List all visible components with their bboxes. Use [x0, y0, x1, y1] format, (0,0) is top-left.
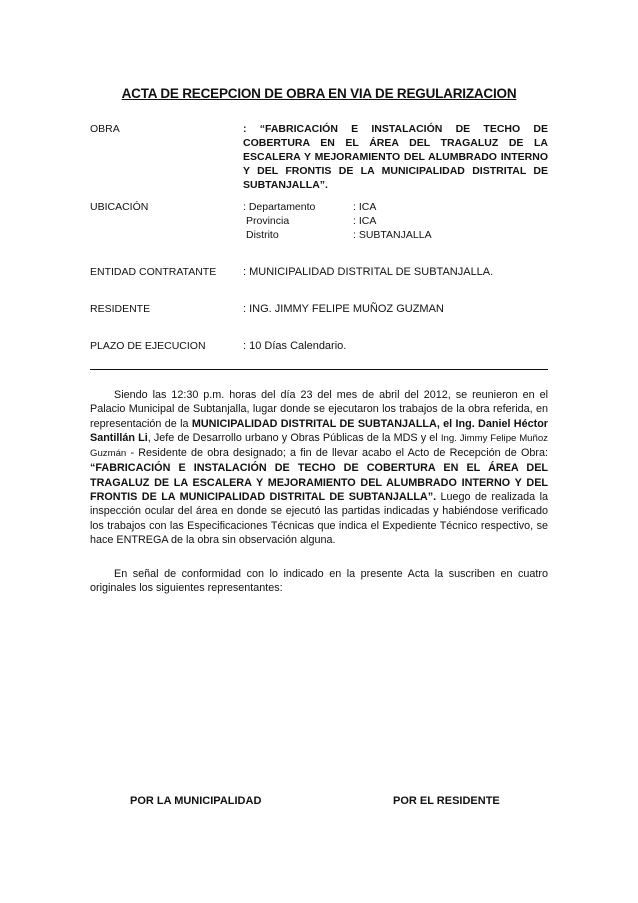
p1-text-e: - Residente de obra designado; a fin de llevar acabo el Acto de Recepción de Obra:: [126, 447, 548, 460]
p1-text-f: “FABRICACIÓN E INSTALACIÓN DE TECHO DE COBERTURA EN EL ÁREA DEL TRAGALUZ DE LA ESCALERA Y MEJORAMIENTO DEL ALUMBRADO INTERNO Y DEL FRONTIS DE LA MUNICIPALIDAD DISTRITAL DE SUBTANJALLA”.: [90, 462, 548, 504]
body-paragraph-1: [90, 388, 548, 547]
departamento-value: : ICA: [353, 201, 377, 213]
signature-municipalidad: POR LA MUNICIPALIDAD: [130, 795, 262, 807]
residente-value: : ING. JIMMY FELIPE MUÑOZ GUZMAN: [243, 303, 444, 315]
distrito-key: Distrito: [246, 229, 279, 241]
p1-text-d: Ing. Jimmy Felipe Muñoz Guzmán: [90, 432, 548, 460]
ubicacion-distrito: [243, 228, 543, 242]
entidad-value: : MUNICIPALIDAD DISTRITAL DE SUBTANJALLA.: [243, 266, 494, 278]
departamento-key: : Departamento: [243, 201, 316, 213]
residente-label: RESIDENTE: [90, 303, 151, 315]
ubicacion-label: UBICACIÓN: [90, 201, 149, 213]
p1-text-g: Luego de realizada la inspección ocular del área en donde se ejecutó las partidas indicadas y habiéndose verificado los trabajos con las Especificaciones Técnicas que indica el Expediente Técnico respectivo, se hace ENTREGA de la obra sin observación alguna.: [90, 491, 548, 546]
p1-text-b: MUNICIPALIDAD DISTRITAL DE SUBTANJALLA, el Ing. Daniel Héctor Santillán Li: [90, 417, 548, 444]
separator-line: [90, 369, 548, 370]
provincia-value: : ICA: [353, 215, 377, 227]
body-paragraph-2: En señal de conformidad con lo indicado en la presente Acta la suscriben en cuatro originales los siguientes representantes:: [90, 568, 548, 595]
document-title: ACTA DE RECEPCION DE OBRA EN VIA DE REGULARIZACION: [121, 86, 517, 101]
obra-value: : “FABRICACIÓN E INSTALACIÓN DE TECHO DE COBERTURA EN EL ÁREA DEL TRAGALUZ DE LA ESCALERA Y MEJORAMIENTO DEL ALUMBRADO INTERNO Y DEL FRONTIS DE LA MUNICIPALIDAD DISTRITAL DE SUBTANJALLA”.: [243, 123, 548, 191]
plazo-value: : 10 Días Calendario.: [243, 340, 347, 352]
ubicacion-details: [243, 200, 543, 242]
signature-residente: POR EL RESIDENTE: [393, 795, 500, 807]
plazo-label: PLAZO DE EJECUCION: [90, 340, 206, 352]
distrito-value: : SUBTANJALLA: [353, 229, 432, 241]
provincia-key: Provincia: [246, 215, 290, 227]
p1-text-a: Siendo las 12:30 p.m. horas del día 23 del mes de abril del 2012, se reunieron en el Palacio Municipal de Subtanjalla, lugar donde se ejecutaron los trabajos de la obra referida, en representación de la: [90, 389, 548, 430]
ubicacion-departamento: [243, 200, 543, 214]
p1-text-c: , Jefe de Desarrollo urbano y Obras Públicas de la MDS y el: [147, 431, 441, 444]
obra-label: OBRA: [90, 123, 120, 135]
entidad-label: ENTIDAD CONTRATANTE: [90, 266, 217, 278]
ubicacion-provincia: [243, 214, 543, 228]
